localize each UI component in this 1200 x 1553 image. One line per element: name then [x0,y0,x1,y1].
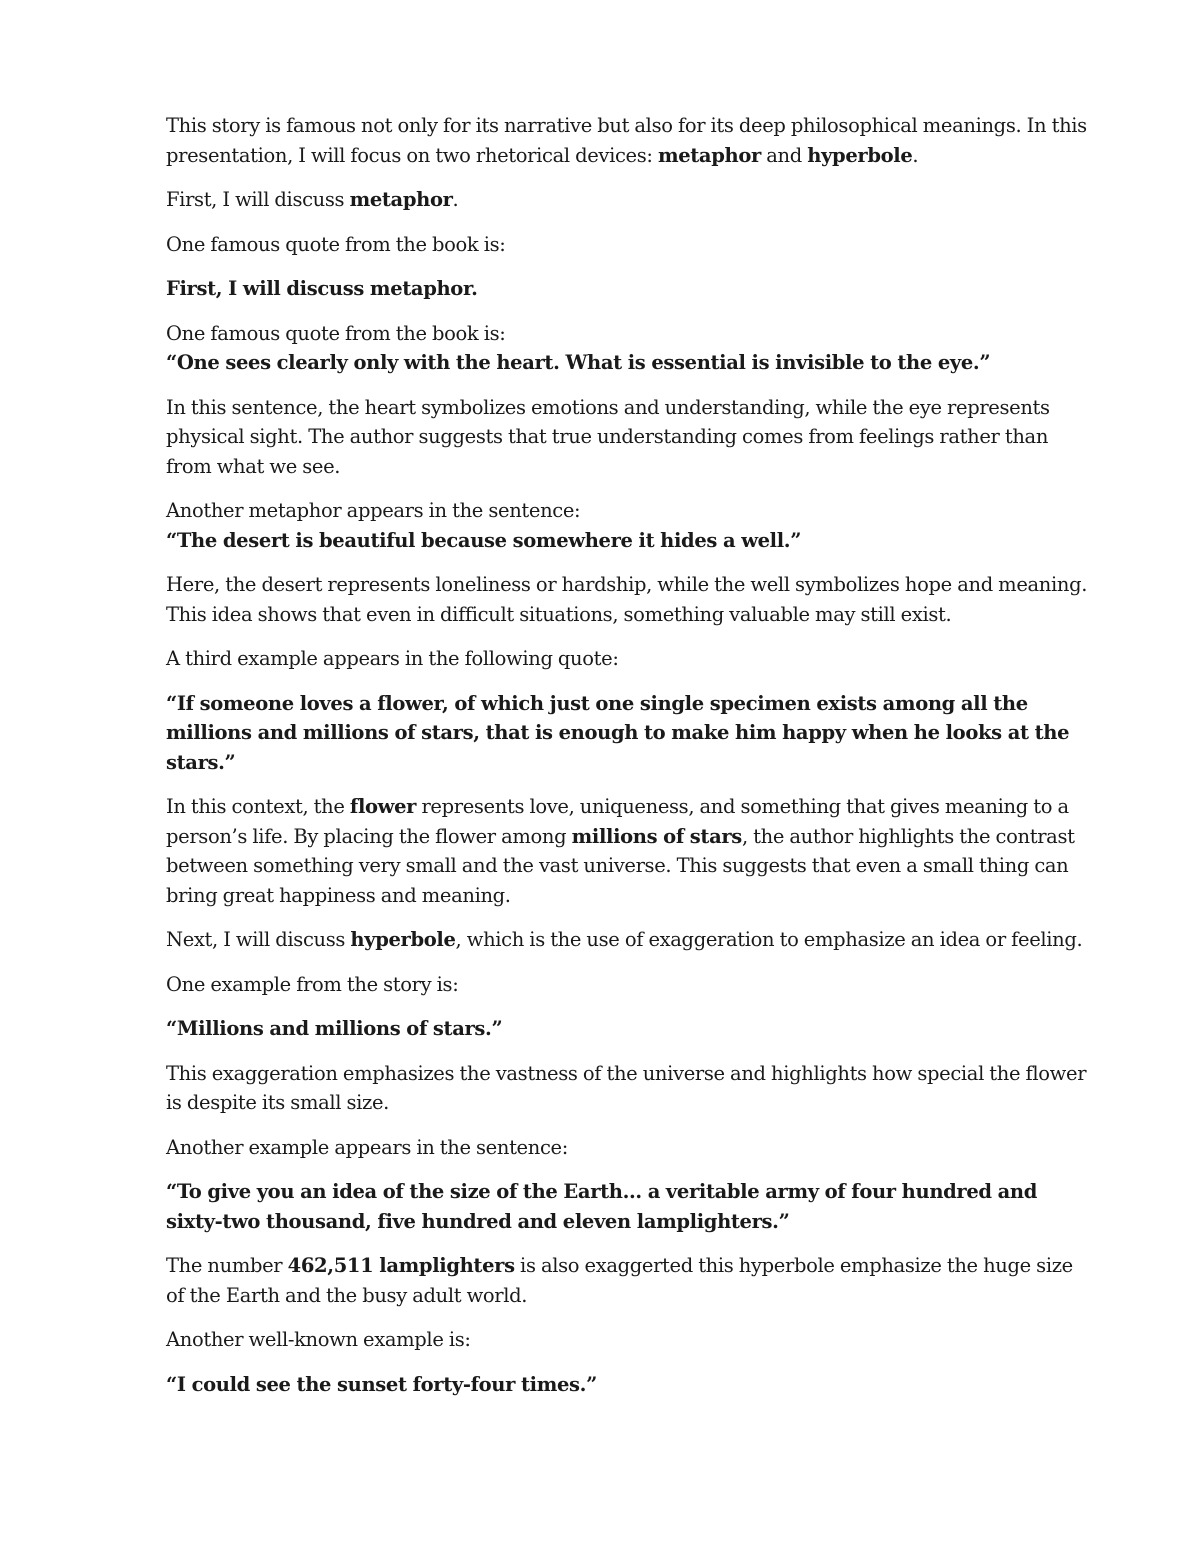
paragraph-another-example-intro: Another example appears in the sentence: [166,1135,568,1159]
paragraph-example-intro: One example from the story is: [166,972,459,996]
paragraph-desert-analysis: Here, the desert represents loneliness or hardship, while the well symbolizes hope and meaning. This idea shows that even in difficult situations, something valuable may still exist. [166,573,1088,626]
document-body [166,111,1088,1414]
paragraph-metaphor-intro-bold: First, I will discuss metaphor. [166,277,478,300]
paragraph-hyperbole-intro [166,925,1088,955]
paragraph-desert-intro: Another metaphor appears in the sentence: [166,499,581,522]
bold-run: hyperbole [807,143,913,167]
paragraph-lamplighters-analysis [166,1251,1088,1310]
text-run: . [452,188,459,211]
text-run: The number [166,1254,288,1277]
quote-lamplighters: “To give you an idea of the size of the Earth… a veritable army of four hundred and sixty-two thousand, five hundred and eleven lamplighters.” [166,1180,1038,1233]
bold-run: flower [349,795,417,818]
text-run: , the author highlights the contrast between something very small and the vast universe. This suggests that even a small thing can bring great happiness and meaning. [166,824,1075,907]
text-run: This story is famous not only for its narrative but also for its deep philosophical meanings. In this presentation, I will focus on two rhetorical devices: [166,114,1087,167]
quote-sunset: “I could see the sunset forty-four times.” [166,1372,597,1396]
text-run: In this context, the [166,795,350,818]
text-run: . [912,143,919,167]
paragraph-metaphor-intro [166,185,1088,215]
quote-stars: “Millions and millions of stars.” [166,1017,503,1040]
text-run: is also exaggerted this hyperbole emphasize the huge size of the Earth and the busy adult world. [166,1254,1073,1307]
quote-heart: “One sees clearly only with the heart. What is essential is invisible to the eye.” [166,351,991,374]
paragraph-well-known-intro: Another well-known example is: [166,1328,471,1351]
paragraph-third-intro: A third example appears in the following quote: [166,647,619,670]
text-run: , which is the use of exaggeration to emphasize an idea or feeling. [455,928,1083,951]
text-run: First, I will discuss [166,188,350,211]
paragraph-quote-intro: One famous quote from the book is: [166,321,506,345]
quote-flower: “If someone loves a flower, of which just one single specimen exists among all the millions and millions of stars, that is enough to make him happy when he looks at the stars.” [166,691,1070,774]
paragraph-quote-intro: One famous quote from the book is: [166,232,506,256]
bold-run: metaphor [349,188,453,211]
quote-desert: “The desert is beautiful because somewhere it hides a well.” [166,528,802,552]
text-run: Next, I will discuss [166,928,351,951]
paragraph-flower-analysis [166,792,1088,910]
text-run: represents love, uniqueness, and something that gives meaning to a person’s life. By placing the flower among [166,795,1069,848]
paragraph-stars-analysis: This exaggeration emphasizes the vastness of the universe and highlights how special the flower is despite its small size. [166,1061,1087,1114]
bold-run: metaphor [657,143,761,167]
bold-run: hyperbole [350,928,456,951]
text-run: and [760,143,808,167]
paragraph-heart-analysis: In this sentence, the heart symbolizes emotions and understanding, while the eye represents physical sight. The author suggests that true understanding comes from feelings rather than from what we see. [166,395,1050,478]
bold-run: 462,511 lamplighters [287,1254,515,1277]
bold-run: millions of stars [571,824,742,848]
paragraph-intro [166,111,1088,170]
